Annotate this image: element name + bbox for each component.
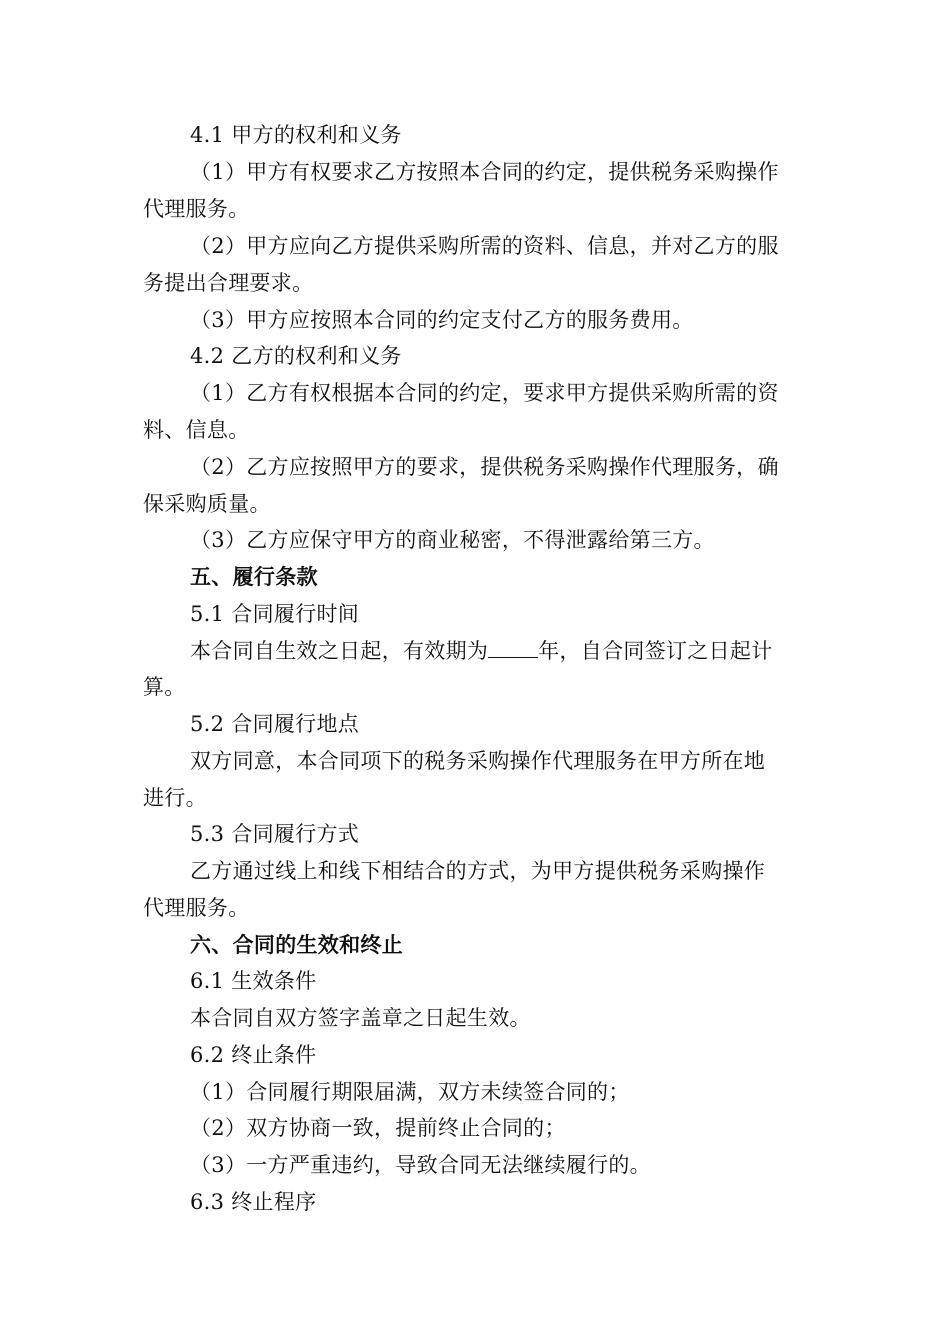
heading-5-1: 5.1 合同履行时间 [190, 602, 360, 626]
list-item: （3）一方严重违约，导致合同无法继续履行的。 [190, 1153, 651, 1177]
paragraph-line: 代理服务。 [143, 896, 250, 920]
list-item: （1）合同履行期限届满，双方未续签合同的； [190, 1080, 630, 1104]
paragraph-line: （2）乙方应按照甲方的要求，提供税务采购操作代理服务，确 [190, 455, 779, 479]
paragraph-line-with-blank [190, 637, 773, 665]
heading-5-2: 5.2 合同履行地点 [190, 712, 360, 736]
text-after-blank: 年，自合同签订之日起计 [538, 639, 773, 663]
paragraph-line: 乙方通过线上和线下相结合的方式，为甲方提供税务采购操作 [190, 859, 766, 883]
section-heading-6: 六、合同的生效和终止 [190, 932, 403, 957]
paragraph-line: （3）甲方应按照本合同的约定支付乙方的服务费用。 [190, 308, 694, 332]
paragraph-line: （3）乙方应保守甲方的商业秘密，不得泄露给第三方。 [190, 528, 715, 552]
heading-6-1: 6.1 生效条件 [190, 969, 317, 993]
paragraph-line: （1）乙方有权根据本合同的约定，要求甲方提供采购所需的资 [190, 381, 779, 405]
heading-4-1: 4.1 甲方的权利和义务 [190, 123, 402, 147]
paragraph-line: 双方同意，本合同项下的税务采购操作代理服务在甲方所在地 [190, 749, 766, 773]
paragraph-line: 代理服务。 [143, 197, 250, 221]
paragraph-line: 本合同自双方签字盖章之日起生效。 [190, 1006, 531, 1030]
paragraph-line: （1）甲方有权要求乙方按照本合同的约定，提供税务采购操作 [190, 160, 779, 184]
list-item: （2）双方协商一致，提前终止合同的； [190, 1116, 566, 1140]
paragraph-line: 算。 [143, 675, 186, 699]
paragraph-line: 进行。 [143, 786, 207, 810]
paragraph-line: 料、信息。 [143, 418, 250, 442]
heading-6-3: 6.3 终止程序 [190, 1190, 317, 1214]
fill-in-blank [488, 637, 538, 658]
paragraph-line: （2）甲方应向乙方提供采购所需的资料、信息，并对乙方的服 [190, 234, 779, 258]
paragraph-line: 保采购质量。 [143, 492, 271, 516]
paragraph-line: 务提出合理要求。 [143, 271, 314, 295]
heading-6-2: 6.2 终止条件 [190, 1043, 317, 1067]
heading-4-2: 4.2 乙方的权利和义务 [190, 344, 402, 368]
text-before-blank: 本合同自生效之日起，有效期为 [190, 639, 489, 663]
heading-5-3: 5.3 合同履行方式 [190, 822, 360, 846]
section-heading-5: 五、履行条款 [190, 564, 318, 589]
